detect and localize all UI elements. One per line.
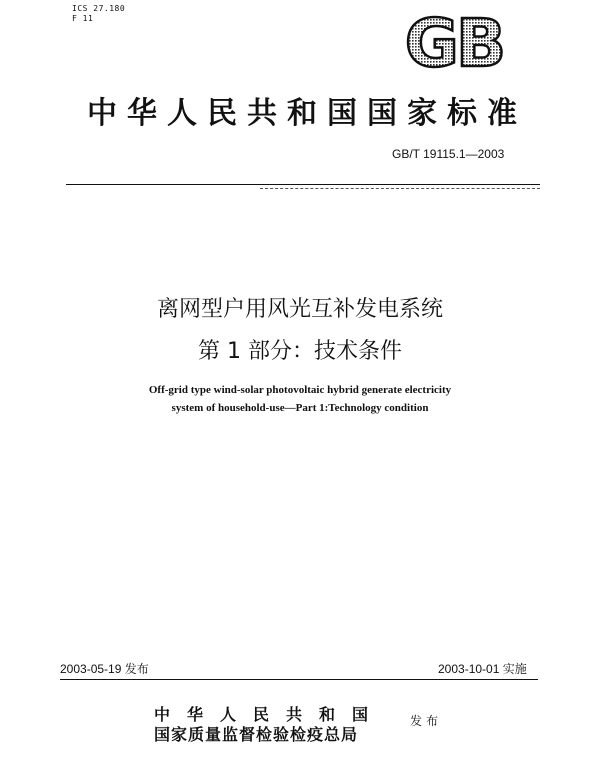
document-title-en-line2: system of household-use—Part 1:Technology condition	[171, 402, 429, 414]
standard-code: GB/T 19115.1—2003	[392, 147, 505, 161]
classification-codes	[72, 4, 125, 24]
header-divider	[66, 184, 540, 185]
issue-date: 2003-05-19 发布	[60, 662, 149, 676]
gb-logo	[394, 10, 514, 72]
logo-text: GB	[404, 10, 504, 72]
ics-code: ICS 27.180	[72, 4, 126, 13]
ccs-code: F 11	[72, 14, 94, 23]
document-title-cn-line1: 离网型户用风光互补发电系统	[156, 297, 443, 322]
standard-title: 中华人民共和国国家标准	[87, 96, 527, 131]
document-title-cn-line2: 第 1 部分：技术条件	[198, 339, 402, 364]
implement-date: 2003-10-01 实施	[438, 662, 527, 676]
document-title-en-line1: Off-grid type wind-solar photovoltaic hybrid generate electricity	[148, 384, 452, 396]
header-divider-shadow	[260, 188, 540, 189]
footer-divider	[60, 679, 538, 680]
issuer-suffix: 发布	[410, 714, 443, 728]
issuer-line1: 中华人民共和国	[154, 705, 386, 724]
issuer-line2: 国家质量监督检验检疫总局	[154, 725, 359, 744]
